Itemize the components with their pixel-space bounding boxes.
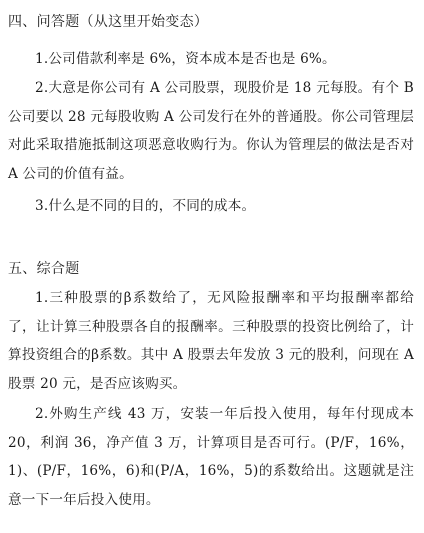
section-four-heading: 四、问答题（从这里开始变态） [8,14,209,30]
section-four-item-2: 2.大意是你公司有 A 公司股票，现股价是 18 元每股。有个 B 公司要以 28 元每股收购 A 公司发行在外的普通股。你公司管理层对此采取措施抵制这项恶意收购行为。你认为管理层的做法是否对 A 公司的价值有益。 [8,80,414,182]
section-four-item-1: 1.公司借款利率是 6%，资本成本是否也是 6%。 [35,51,336,67]
section-five-item-2: 2.外购生产线 43 万，安装一年后投入使用，每年付现成本 20，利润 36，净产值 3 万，计算项目是否可行。(P/F，16%，1)、(P/F，16%，6)和(P/A，16%，5)的系数给出。这题就是注意一下一年后投入使用。 [8,406,414,508]
section-five-heading: 五、综合题 [8,261,80,277]
section-four-item-3: 3.什么是不同的目的，不同的成本。 [35,198,256,214]
section-five-item-1: 1.三种股票的β系数给了，无风险报酬率和平均报酬率都给了，让计算三种股票各自的报酬率。三种股票的投资比例给了，计算投资组合的β系数。其中 A 股票去年发放 3 元的股利，问现在 A 股票 20 元，是否应该购买。 [8,290,414,392]
